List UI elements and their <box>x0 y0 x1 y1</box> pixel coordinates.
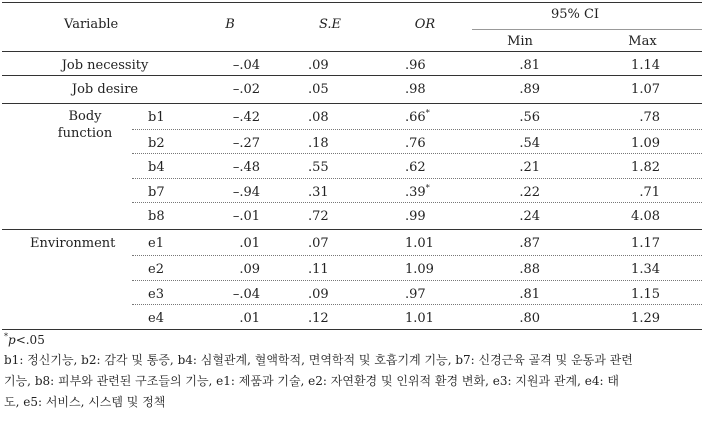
significance-mark: * <box>425 183 430 193</box>
code-label: b7 <box>148 185 165 200</box>
header-se: S.E <box>318 17 342 32</box>
cell-max: 1.82 <box>631 160 660 175</box>
header-rule <box>2 51 702 52</box>
cell-se: .08 <box>308 110 329 125</box>
cell-b: .01 <box>239 311 260 326</box>
cell-min: .21 <box>519 160 540 175</box>
cell-min: .88 <box>519 262 540 277</box>
code-label: b1 <box>148 110 165 125</box>
cell-or <box>405 287 455 303</box>
group-label-function: function <box>57 126 113 141</box>
bottom-rule <box>2 329 702 330</box>
significance-note <box>4 332 45 349</box>
cell-max: 1.17 <box>631 236 660 251</box>
footnote-line-2: 기능, b8: 피부와 관련된 구조들의 기능, e1: 제품과 기술, e2: 자연환경 및 인위적 환경 변화, e3: 지원과 관계, e4: 태 <box>4 374 619 388</box>
cell-min: .81 <box>519 287 540 302</box>
row-divider <box>132 202 702 203</box>
code-label: b4 <box>148 160 165 175</box>
or-value: .66 <box>405 110 426 125</box>
cell-se: .09 <box>308 58 329 73</box>
group-label: Environment <box>30 236 116 251</box>
significance-mark: * <box>425 108 430 118</box>
cell-se: .11 <box>308 262 329 277</box>
group-label: Job necessity <box>61 58 149 73</box>
cell-min: .81 <box>519 58 540 73</box>
cell-min: .24 <box>519 209 540 224</box>
footnote-line-3: 도, e5: 서비스, 시스템 및 정책 <box>4 395 166 409</box>
row-divider <box>2 103 702 104</box>
cell-or <box>405 236 455 252</box>
row-divider <box>132 129 702 130</box>
code-label: e2 <box>148 262 164 277</box>
cell-b: –.04 <box>232 58 260 73</box>
row-divider <box>132 178 702 179</box>
cell-or <box>405 185 455 201</box>
cell-max: 1.07 <box>631 82 660 97</box>
or-value: .99 <box>405 209 426 224</box>
cell-min: .22 <box>519 185 540 200</box>
group-label: Job desire <box>71 82 139 97</box>
cell-b: –.02 <box>232 82 260 97</box>
cell-b: –.04 <box>232 287 260 302</box>
sig-threshold: <.05 <box>15 333 45 347</box>
code-label: b8 <box>148 209 165 224</box>
cell-or <box>405 160 455 176</box>
cell-max: 1.09 <box>631 136 660 151</box>
row-divider <box>132 280 702 281</box>
group-label-body: Body <box>68 109 102 124</box>
header-b: B <box>225 17 235 32</box>
footnote-line-1: b1: 정신기능, b2: 감각 및 통증, b4: 심혈관계, 혈액학적, 면역학적 및 호흡기계 기능, b7: 신경근육 골격 및 운동과 관련 <box>4 353 633 367</box>
header-max: Max <box>628 34 657 49</box>
cell-or <box>405 209 455 225</box>
cell-or <box>405 262 455 278</box>
cell-min: .80 <box>519 311 540 326</box>
cell-se: .05 <box>308 82 329 97</box>
cell-se: .31 <box>308 185 329 200</box>
cell-max: .71 <box>639 185 660 200</box>
header-variable: Variable <box>64 17 119 32</box>
cell-se: .12 <box>308 311 329 326</box>
or-value: .96 <box>405 58 426 73</box>
cell-max: 1.14 <box>631 58 660 73</box>
row-divider <box>132 255 702 256</box>
cell-b: –.27 <box>232 136 260 151</box>
or-value: 1.01 <box>405 311 434 326</box>
cell-min: .56 <box>519 110 540 125</box>
cell-b: –.42 <box>232 110 260 125</box>
row-divider <box>2 229 702 230</box>
or-value: .97 <box>405 287 426 302</box>
code-label: e3 <box>148 287 164 302</box>
or-value: 1.01 <box>405 236 434 251</box>
or-value: .76 <box>405 136 426 151</box>
row-divider <box>132 304 702 305</box>
cell-se: .55 <box>308 160 329 175</box>
cell-min: .54 <box>519 136 540 151</box>
cell-b: –.48 <box>232 160 260 175</box>
row-divider <box>132 153 702 154</box>
or-value: .98 <box>405 82 426 97</box>
or-value: .39 <box>405 185 426 200</box>
cell-b: –.94 <box>232 185 260 200</box>
cell-or <box>405 311 455 327</box>
cell-se: .18 <box>308 136 329 151</box>
cell-b: .01 <box>239 236 260 251</box>
header-min: Min <box>507 34 533 49</box>
sig-mark: * <box>4 332 8 341</box>
cell-max: 1.34 <box>631 262 660 277</box>
cell-se: .07 <box>308 236 329 251</box>
row-divider <box>2 75 702 76</box>
cell-or <box>405 110 455 126</box>
cell-b: .09 <box>239 262 260 277</box>
cell-or <box>405 58 455 74</box>
or-value: .62 <box>405 160 426 175</box>
cell-min: .89 <box>519 82 540 97</box>
code-label: e1 <box>148 236 164 251</box>
cell-b: –.01 <box>232 209 260 224</box>
cell-max: 1.29 <box>631 311 660 326</box>
cell-max: 1.15 <box>631 287 660 302</box>
code-label: e4 <box>148 311 164 326</box>
header-or: OR <box>414 17 436 32</box>
cell-se: .09 <box>308 287 329 302</box>
cell-min: .87 <box>519 236 540 251</box>
top-rule <box>2 2 702 3</box>
ci-rule <box>472 29 702 30</box>
sig-p: p <box>8 333 16 347</box>
cell-max: 4.08 <box>631 209 660 224</box>
or-value: 1.09 <box>405 262 434 277</box>
cell-or <box>405 82 455 98</box>
cell-max: .78 <box>639 110 660 125</box>
header-ci: 95% CI <box>550 7 600 22</box>
cell-se: .72 <box>308 209 329 224</box>
code-label: b2 <box>148 136 165 151</box>
cell-or <box>405 136 455 152</box>
